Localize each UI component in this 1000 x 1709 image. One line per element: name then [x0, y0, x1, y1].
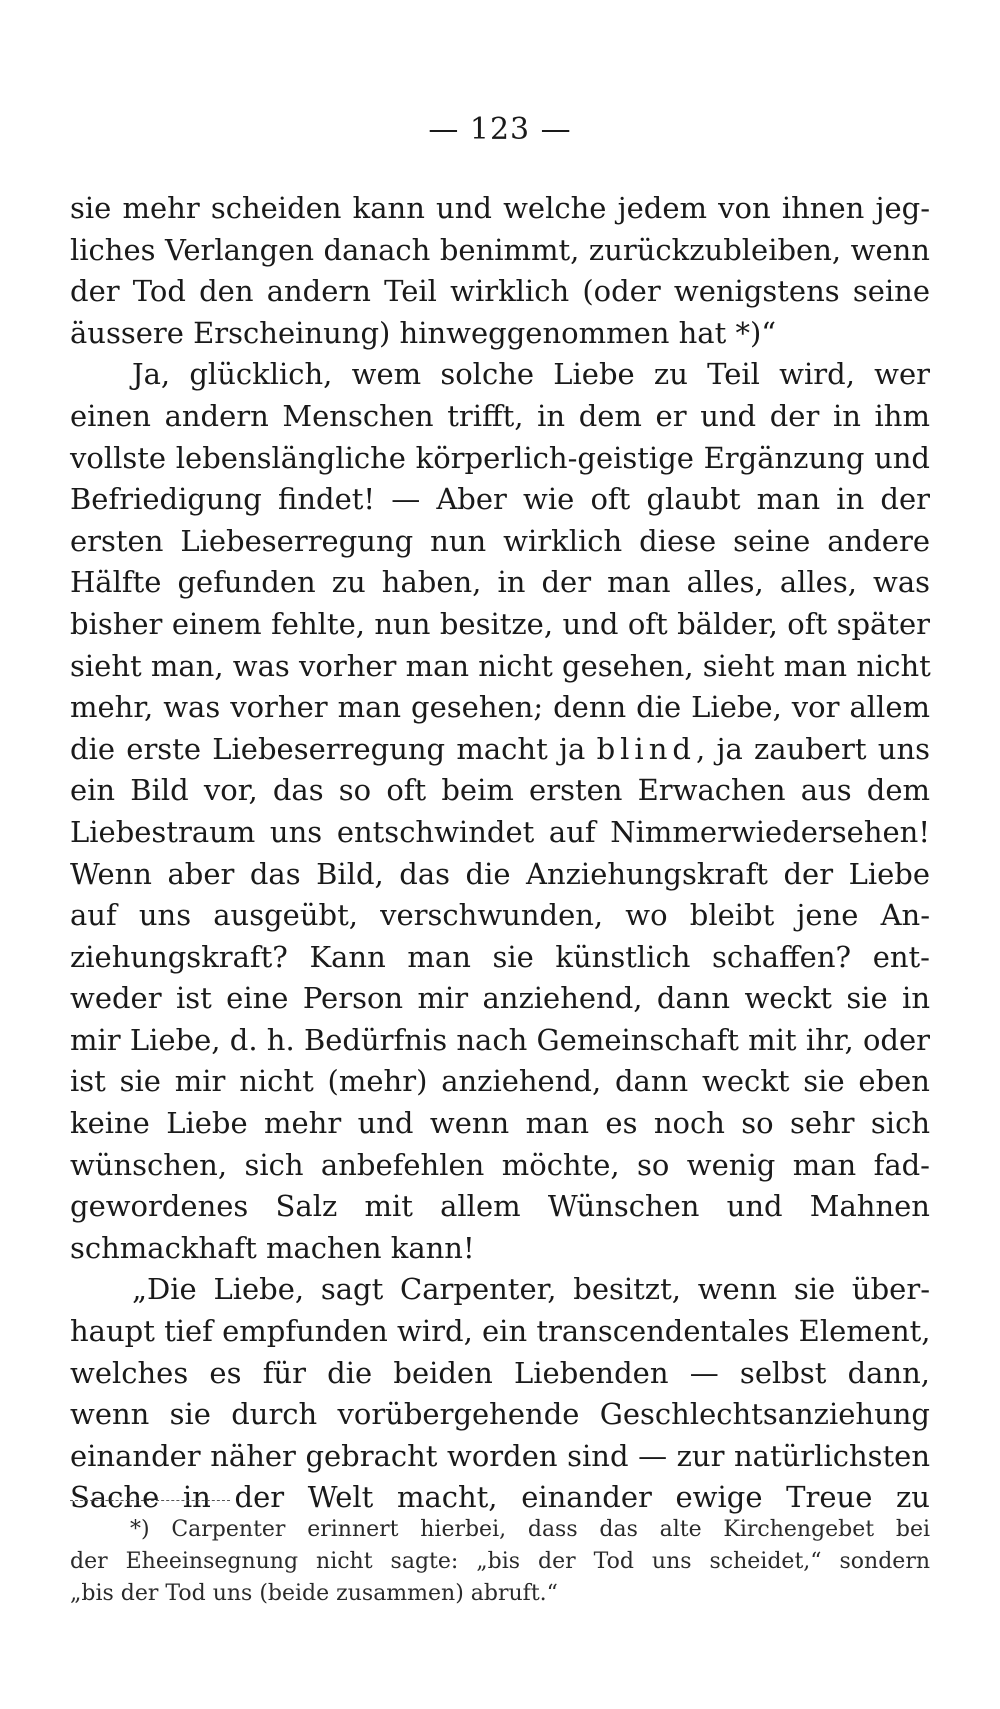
text-line: gewordenes Salz mit allem Wünschen und Mahnen	[70, 1189, 930, 1224]
text-line: vollste lebenslängliche körperlich-geistige Ergänzung und	[70, 440, 930, 475]
text-line: Wenn aber das Bild, das die Anziehungskraft der Liebe	[70, 856, 930, 891]
text-line: Sache in der Welt macht, einander ewige Treue zu	[70, 1480, 930, 1515]
text-line: mehr, was vorher man gesehen; denn die Liebe, vor allem	[70, 690, 930, 725]
text-line: ersten Liebeserregung nun wirklich diese seine andere	[70, 523, 930, 558]
text-line: Liebestraum uns entschwindet auf Nimmerwiedersehen!	[70, 814, 930, 849]
paragraph-start-line: „Die Liebe, sagt Carpenter, besitzt, wenn sie über-	[132, 1272, 930, 1307]
text-line: Befriedigung findet! — Aber wie oft glaubt man in der	[70, 482, 930, 517]
text-line: äussere Erscheinung) hinweggenommen hat *)“	[70, 315, 777, 350]
text-line: auf uns ausgeübt, verschwunden, wo bleibt jene An-	[70, 898, 930, 933]
footnote-line: „bis der Tod uns (beide zusammen) abruft.“	[70, 1581, 558, 1606]
text-segment: die erste Liebeserregung macht ja	[70, 731, 586, 766]
text-line: wenn sie durch vorübergehende Geschlechtsanziehung	[70, 1397, 930, 1432]
text-line: liches Verlangen danach benimmt, zurückzubleiben, wenn	[70, 232, 930, 267]
text-line: weder ist eine Person mir anziehend, dann weckt sie in	[70, 981, 930, 1016]
text-line: einander näher gebracht worden sind — zur natürlichsten	[70, 1438, 930, 1473]
text-line: bisher einem fehlte, nun besitze, und oft bälder, oft später	[70, 606, 930, 641]
text-line: einen andern Menschen trifft, in dem er und der in ihm	[70, 398, 930, 433]
emphasized-word: blind	[596, 731, 696, 766]
text-line: welches es für die beiden Liebenden — selbst dann,	[70, 1355, 930, 1390]
body-text	[70, 188, 930, 1519]
text-line: sie mehr scheiden kann und welche jedem von ihnen jeg-	[70, 191, 930, 225]
text-line: wünschen, sich anbefehlen möchte, so wenig man fad-	[70, 1147, 930, 1182]
text-line: ein Bild vor, das so oft beim ersten Erwachen aus dem	[70, 773, 930, 808]
footnote-divider	[70, 1500, 230, 1501]
paragraph-start-line: Ja, glücklich, wem solche Liebe zu Teil wird, wer	[132, 357, 930, 392]
text-line: der Tod den andern Teil wirklich (oder wenigstens seine	[70, 274, 930, 309]
page-number: — 123 —	[428, 112, 572, 147]
text-line: Hälfte gefunden zu haben, in der man alles, alles, was	[70, 565, 930, 600]
text-segment: , ja zaubert uns	[695, 731, 931, 766]
text-line-with-emphasis	[70, 729, 930, 771]
footnote-line: der Eheeinsegnung nicht sagte: „bis der Tod uns scheidet,“ sondern	[70, 1549, 930, 1574]
text-line: keine Liebe mehr und wenn man es noch so sehr sich	[70, 1106, 930, 1141]
footnote-line: *) Carpenter erinnert hierbei, dass das alte Kirchengebet bei	[130, 1517, 930, 1542]
text-line: ziehungskraft? Kann man sie künstlich schaffen? ent-	[70, 939, 930, 974]
text-line: ist sie mir nicht (mehr) anziehend, dann weckt sie eben	[70, 1064, 930, 1099]
text-line: sieht man, was vorher man nicht gesehen, sieht man nicht	[70, 648, 931, 683]
text-line: mir Liebe, d. h. Bedürfnis nach Gemeinschaft mit ihr, oder	[70, 1022, 930, 1057]
footnote	[70, 1514, 930, 1610]
text-line: schmackhaft machen kann!	[70, 1230, 475, 1265]
text-line: haupt tief empfunden wird, ein transcendentales Element,	[70, 1314, 931, 1349]
